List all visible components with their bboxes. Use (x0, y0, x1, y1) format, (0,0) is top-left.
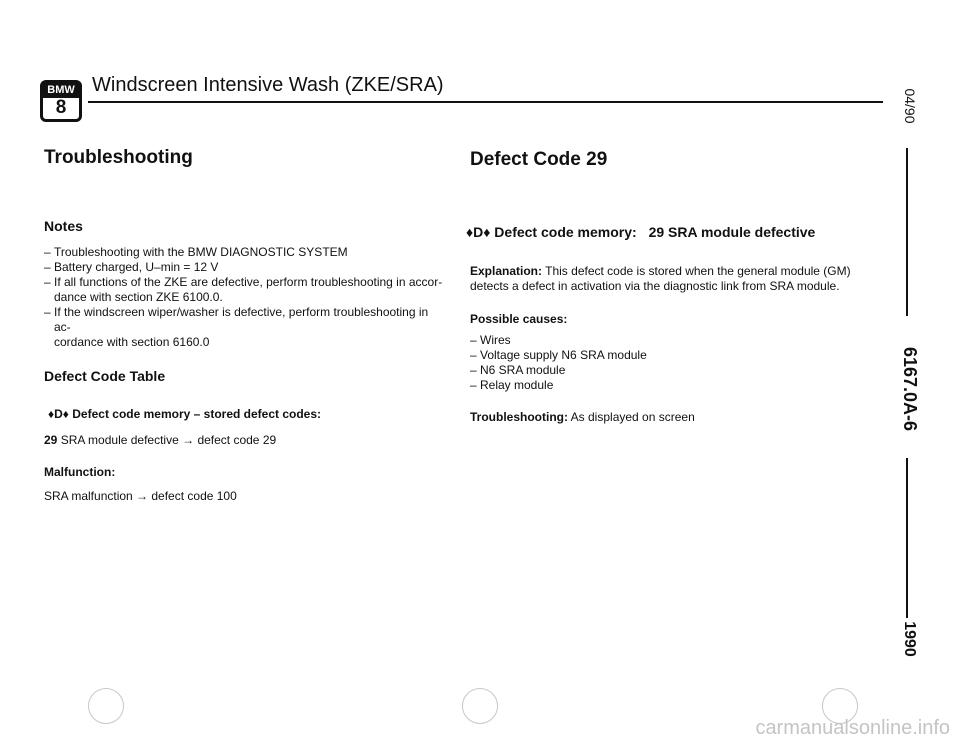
malfunction-text: SRA malfunction → defect code 100 (44, 489, 237, 503)
cause-item: – Wires (470, 333, 850, 348)
right-memory-label: Defect code memory: (494, 224, 637, 240)
cause-item: – N6 SRA module (470, 363, 850, 378)
note-item: – If the windscreen wiper/washer is defective, perform troubleshooting in ac- (44, 305, 429, 334)
note-item: – If all functions of the ZKE are defective, perform troubleshooting in accor- (44, 275, 443, 289)
right-memory-value: 29 SRA module defective (648, 224, 816, 240)
logo-brand: BMW (43, 83, 79, 98)
notes-heading: Notes (44, 218, 83, 234)
defect-code-number: 29 (44, 433, 58, 447)
watermark: carmanualsonline.info (755, 717, 950, 739)
left-memory-line (48, 407, 321, 422)
explanation-line-1: This defect code is stored when the general module (GM) (545, 264, 851, 278)
note-item-continued: cordance with section 6160.0 (54, 335, 210, 349)
margin-rule-1 (906, 148, 908, 316)
explanation-label: Explanation: (470, 264, 543, 278)
troubleshooting-text: As displayed on screen (570, 410, 695, 424)
bmw-series-logo (40, 80, 82, 122)
header-divider (88, 101, 883, 103)
explanation-line-2: detects a defect in activation via the diagnostic link from SRA module. (470, 279, 840, 293)
malfunction-label: Malfunction: (44, 465, 116, 479)
page-code: 6167.0A-6 (900, 346, 920, 432)
punch-hole-mark (462, 688, 498, 724)
punch-hole-mark (88, 688, 124, 724)
left-memory-label: Defect code memory – stored defect codes: (72, 407, 322, 421)
causes-list (470, 333, 850, 393)
troubleshooting-line (470, 410, 695, 425)
explanation-block (470, 264, 890, 294)
margin-rule-2 (906, 458, 908, 618)
right-section-title: Defect Code 29 (470, 149, 608, 170)
note-item: – Troubleshooting with the BMW DIAGNOSTIC SYSTEM (44, 245, 348, 259)
cause-item: – Voltage supply N6 SRA module (470, 348, 850, 363)
diagnostic-marker: ♦D♦ (48, 407, 69, 421)
diagnostic-marker: ♦D♦ (466, 224, 491, 240)
right-memory-line (466, 224, 815, 240)
cause-item: – Relay module (470, 378, 850, 393)
left-section-title: Troubleshooting (44, 147, 193, 168)
revision-date: 04/90 (902, 88, 918, 124)
document-title: Windscreen Intensive Wash (ZKE/SRA) (92, 74, 444, 96)
notes-list (44, 245, 444, 350)
troubleshooting-label: Troubleshooting: (470, 410, 568, 424)
defect-code-text: SRA module defective → defect code 29 (60, 433, 277, 447)
logo-series: 8 (55, 97, 67, 118)
note-item: – Battery charged, U–min = 12 V (44, 260, 219, 274)
defect-code-row (44, 433, 276, 448)
model-year: 1990 (901, 621, 918, 657)
defect-code-table-heading: Defect Code Table (44, 368, 166, 384)
note-item-continued: dance with section ZKE 6100.0. (54, 290, 223, 304)
possible-causes-label: Possible causes: (470, 312, 568, 326)
